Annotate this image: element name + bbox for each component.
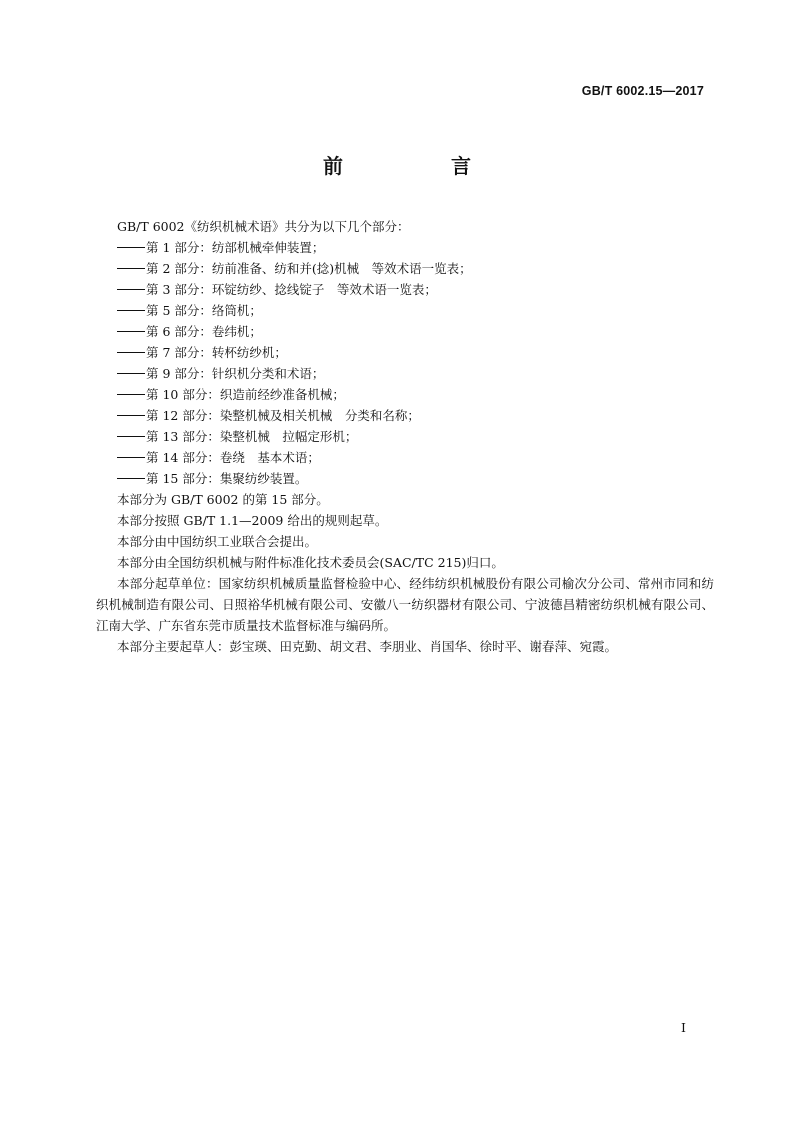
page-title: 前 言 (323, 154, 515, 178)
em-dash-mark (117, 310, 145, 312)
committee-paragraph: 本部分由全国纺织机械与附件标准化技术委员会(SAC/TC 215)归口。 (117, 555, 504, 570)
list-item: 第 15 部分：集聚纺纱装置。 (96, 468, 714, 489)
list-item: 第 6 部分：卷纬机； (96, 321, 714, 342)
intro-paragraph: GB/T 6002《纺织机械术语》共分为以下几个部分： (117, 219, 410, 234)
em-dash-mark (117, 331, 145, 333)
list-item: 第 5 部分：络筒机； (96, 300, 714, 321)
em-dash-mark (117, 478, 145, 480)
em-dash-mark (117, 394, 145, 396)
drafting-rules-paragraph: 本部分按照 GB/T 1.1—2009 给出的规则起草。 (117, 513, 388, 528)
part-number-paragraph: 本部分为 GB/T 6002 的第 15 部分。 (117, 492, 329, 507)
proposer-paragraph: 本部分由中国纺织工业联合会提出。 (117, 534, 318, 549)
list-item: 第 13 部分：染整机械 拉幅定形机； (96, 426, 714, 447)
foreword-body (96, 216, 714, 657)
list-item: 第 3 部分：环锭纺纱、捻线锭子 等效术语一览表； (96, 279, 714, 300)
em-dash-mark (117, 247, 145, 249)
parts-list (96, 237, 714, 489)
list-item: 第 10 部分：织造前经纱准备机械； (96, 384, 714, 405)
list-item: 第 2 部分：纺前准备、纺和并(捻)机械 等效术语一览表； (96, 258, 714, 279)
list-item: 第 12 部分：染整机械及相关机械 分类和名称； (96, 405, 714, 426)
em-dash-mark (117, 352, 145, 354)
em-dash-mark (117, 373, 145, 375)
em-dash-mark (117, 289, 145, 291)
em-dash-mark (117, 457, 145, 459)
page-number: I (681, 1020, 686, 1035)
standard-code: GB/T 6002.15—2017 (581, 84, 704, 98)
em-dash-mark (117, 415, 145, 417)
em-dash-mark (117, 436, 145, 438)
list-item: 第 9 部分：针织机分类和术语； (96, 363, 714, 384)
drafters-paragraph: 本部分主要起草人：彭宝瑛、田克勤、胡文君、李朋业、肖国华、徐时平、谢春萍、宛霞。 (117, 639, 618, 654)
em-dash-mark (117, 268, 145, 270)
list-item: 第 14 部分：卷绕 基本术语； (96, 447, 714, 468)
list-item: 第 7 部分：转杯纺纱机； (96, 342, 714, 363)
drafting-units-paragraph: 本部分起草单位：国家纺织机械质量监督检验中心、经纬纺织机械股份有限公司榆次分公司、常州市同和纺织机械制造有限公司、日照裕华机械有限公司、安徽八一纺织器材有限公司、宁波德昌精密纺织机械有限公司、江南大学、广东省东莞市质量技术监督标准与编码所。 (96, 576, 714, 633)
list-item: 第 1 部分：纺部机械牵伸装置； (96, 237, 714, 258)
